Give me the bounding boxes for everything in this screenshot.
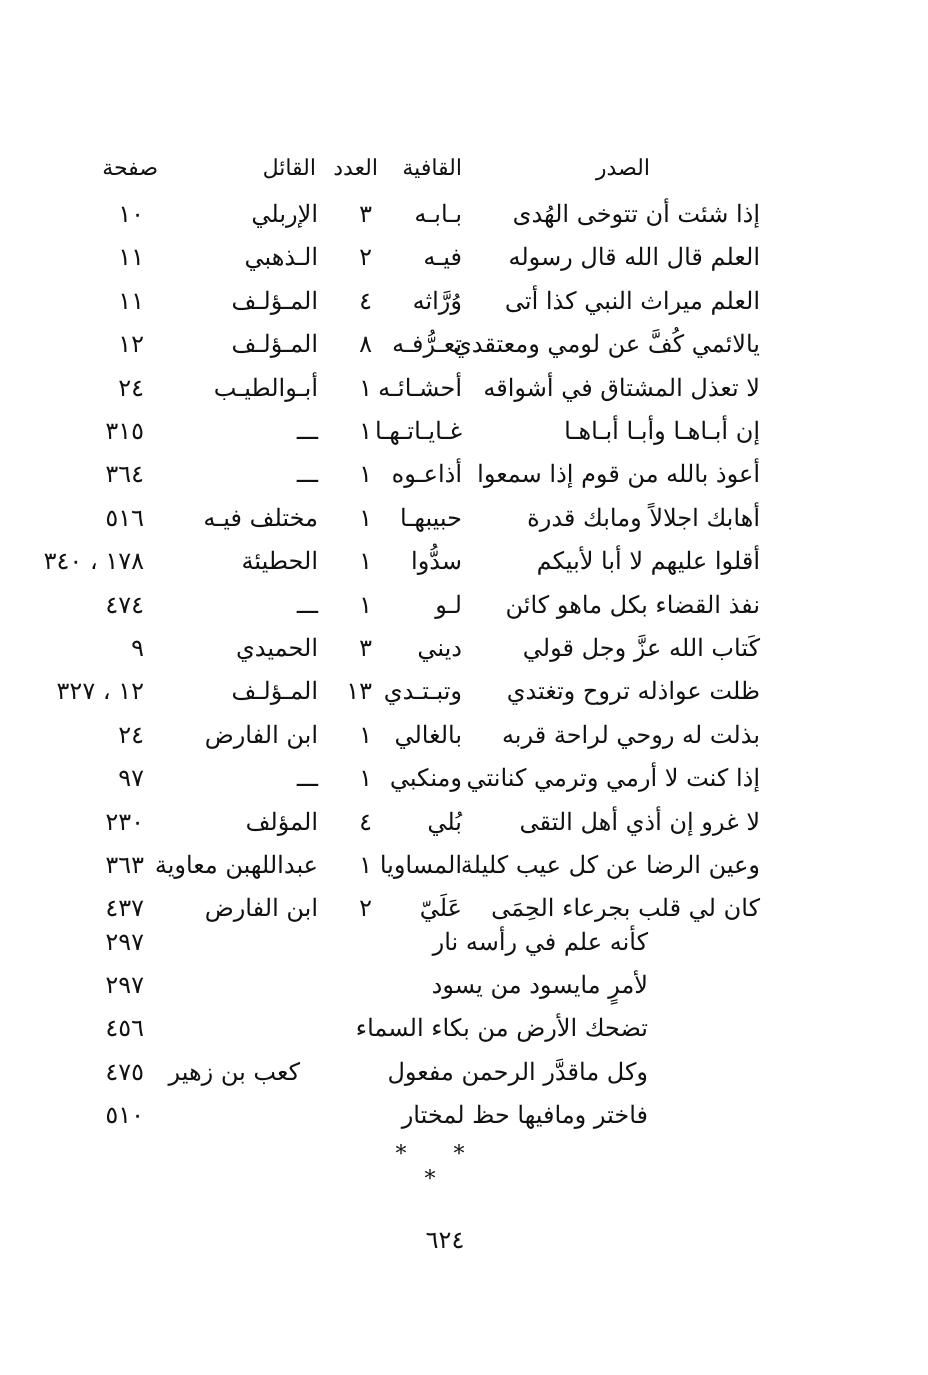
row-qafiya: ديني	[417, 634, 462, 662]
row-qafiya: أحشـائـه	[378, 373, 462, 402]
row-page: ٣٦٤	[105, 460, 144, 489]
header-page: صفحة	[102, 156, 158, 181]
row-qail: عبداللهبن معاوية	[154, 851, 318, 879]
row-adad: ٣	[359, 634, 372, 662]
row-page: ١٠	[118, 200, 144, 228]
row-qail: الـذهبي	[244, 243, 318, 272]
row-sadr: أقلوا عليهم لا أبا لأبيكم	[536, 547, 760, 576]
row-page: ١١	[118, 243, 144, 272]
hemistich-poet: كعب بن زهير	[168, 1057, 300, 1086]
row-adad: ٨	[359, 330, 372, 359]
row-qafiya: حبيبهـا	[400, 503, 462, 532]
row-adad: ٢	[359, 243, 372, 272]
row-qail: ـــ	[296, 417, 318, 445]
row-adad: ١٣	[346, 677, 372, 706]
row-page: ١٢ ، ٣٢٧	[56, 677, 144, 706]
row-page: ٤٣٧	[105, 894, 144, 923]
row-sadr: إن أبـاهـا وأبـا أبـاهـا	[564, 417, 760, 445]
row-qail: الحميدي	[236, 634, 318, 662]
row-adad: ٣	[359, 200, 372, 228]
row-qail: ـــ	[296, 460, 318, 489]
page-number: ٦٢٤	[425, 1226, 465, 1254]
row-qafiya: عَلَيّ	[419, 894, 462, 923]
row-qafiya: غـايـاتـهـا	[374, 417, 462, 445]
row-qafiya: تعـرُّفـه	[392, 330, 462, 359]
row-adad: ٤	[359, 286, 372, 315]
row-qail: المؤلف	[245, 807, 318, 836]
row-sadr: لا غرو إن أذي أهل التقى	[519, 807, 760, 836]
row-qafiya: ومنكبي	[389, 764, 462, 793]
hemistich-text: كأنه علم في رأسه نار	[432, 928, 648, 956]
row-adad: ١	[359, 373, 372, 402]
row-adad: ١	[359, 590, 372, 619]
row-qafiya: وتبـتـدي	[383, 677, 462, 706]
row-qail: أبـوالطيـب	[213, 373, 318, 402]
row-adad: ١	[359, 764, 372, 793]
row-sadr: إذا شئت أن تتوخى الهُدى	[512, 200, 760, 228]
hemistich-page: ٤٧٥	[105, 1057, 144, 1086]
row-sadr: أعوذ بالله من قوم إذا سمعوا	[477, 460, 760, 489]
header-sadr: الصدر	[595, 156, 650, 181]
row-page: ٣١٥	[105, 417, 144, 445]
row-qafiya: لـو	[435, 590, 462, 619]
row-qail: الإربلي	[251, 200, 318, 228]
row-qail: المـؤلـف	[231, 330, 318, 359]
row-page: ٣٦٣	[105, 851, 144, 879]
row-sadr: ظلت عواذله تروح وتغتدي	[506, 677, 760, 706]
row-page: ٥١٦	[105, 503, 144, 532]
row-qail: مختلف فيـه	[203, 503, 318, 532]
hemistich-text: فاختر ومافيها حظ لمختار	[401, 1100, 648, 1129]
row-qafiya: وُرَّاثه	[412, 286, 462, 315]
header-qail: القائل	[262, 156, 316, 181]
header-qafiya: القافية	[402, 156, 462, 181]
row-qafiya: أذاعـوه	[391, 460, 462, 489]
row-sadr: أهابك اجلالاً ومابك قدرة	[527, 503, 760, 532]
row-adad: ١	[359, 417, 372, 445]
row-adad: ١	[359, 503, 372, 532]
row-page: ١٢	[118, 330, 144, 359]
row-qafiya: سدُّوا	[411, 547, 462, 576]
row-sadr: لا تعذل المشتاق في أشواقه	[483, 373, 760, 402]
row-page: ٢٤	[118, 720, 144, 749]
row-page: ١١	[118, 286, 144, 315]
row-adad: ١	[359, 851, 372, 879]
hemistich-page: ٤٥٦	[105, 1014, 144, 1043]
row-page: ٩٧	[118, 764, 144, 793]
row-sadr: وعين الرضا عن كل عيب كليلة	[460, 851, 760, 879]
row-qail: ابن الفارض	[204, 894, 318, 923]
row-sadr: العلم ميراث النبي كذا أتى	[504, 286, 760, 315]
row-sadr: يالائمي كُفَّ عن لومي ومعتقدي	[453, 330, 760, 359]
hemistich-page: ٥١٠	[105, 1100, 144, 1129]
row-qafiya: المساويا	[379, 851, 462, 879]
row-page: ٤٧٤	[105, 590, 144, 619]
hemistich-text: تضحك الأرض من بكاء السماء	[355, 1014, 648, 1043]
row-qail: المـؤلـف	[231, 286, 318, 315]
row-sadr: بذلت له روحي لراحة قربه	[501, 720, 760, 749]
row-sadr: نفذ القضاء بكل ماهو كائن	[505, 590, 760, 619]
header-adad: العدد	[333, 156, 378, 181]
row-sadr: كان لي قلب بجرعاء الحِمَى	[491, 894, 760, 923]
section-end-stars: * * *	[395, 1142, 485, 1192]
row-qafiya: بُلي	[427, 807, 462, 836]
row-page: ١٧٨ ، ٣٤٠	[43, 547, 144, 576]
row-adad: ١	[359, 547, 372, 576]
row-page: ٢٣٠	[105, 807, 144, 836]
row-qail: ـــ	[296, 590, 318, 619]
row-qail: ـــ	[296, 764, 318, 793]
hemistich-page: ٢٩٧	[105, 928, 144, 956]
row-qail: الحطيئة	[241, 547, 318, 576]
row-adad: ١	[359, 720, 372, 749]
row-page: ٢٤	[118, 373, 144, 402]
row-adad: ٤	[359, 807, 372, 836]
hemistich-text: وكل ماقدَّر الرحمن مفعول	[387, 1057, 648, 1086]
row-qafiya: بـابـه	[414, 200, 462, 228]
row-page: ٩	[131, 634, 144, 662]
hemistich-text: لأمرٍ مايسود من يسود	[431, 971, 648, 1000]
row-sadr: إذا كنت لا أرمي وترمي كنانتي	[466, 764, 760, 793]
row-qafiya: فيـه	[423, 243, 462, 272]
row-sadr: كَتاب الله عزَّ وجل قولي	[522, 634, 760, 662]
hemistich-page: ٢٩٧	[105, 971, 144, 1000]
row-qail: ابن الفارض	[204, 720, 318, 749]
row-adad: ١	[359, 460, 372, 489]
row-qail: المـؤلـف	[231, 677, 318, 706]
row-adad: ٢	[359, 894, 372, 923]
row-qafiya: بالغالي	[394, 720, 462, 749]
row-sadr: العلم قال الله قال رسوله	[508, 243, 760, 272]
